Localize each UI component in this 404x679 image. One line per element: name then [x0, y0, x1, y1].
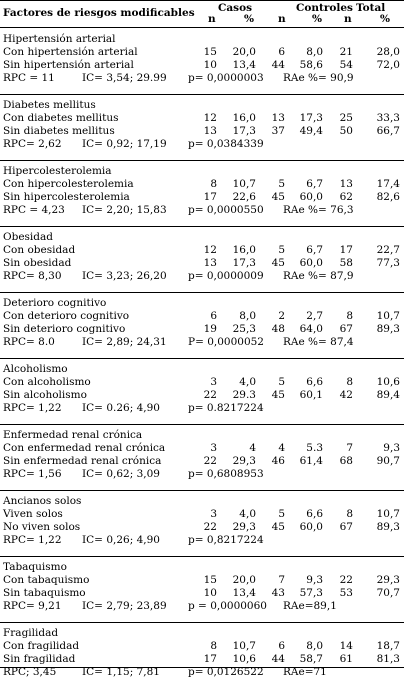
stat-rae: RAe %= 87,9 — [283, 270, 354, 282]
header-factor: Factores de riesgos modificables — [3, 7, 195, 19]
header-casos-pct: % — [244, 13, 254, 25]
cell-value: 45 — [271, 257, 285, 269]
cell-value: 43 — [271, 587, 285, 599]
cell-value: 67 — [339, 323, 353, 335]
cell-value: 17 — [203, 653, 217, 665]
cell-value: 8 — [346, 508, 353, 520]
section-divider — [0, 94, 404, 95]
row-label: Viven solos — [3, 508, 63, 520]
cell-value: 8 — [210, 178, 217, 190]
cell-value: 19 — [203, 323, 217, 335]
row-label: Sin alcoholismo — [3, 389, 87, 401]
cell-value: 8 — [346, 310, 353, 322]
row-label: Con tabaquismo — [3, 574, 90, 586]
row-label: Con hipercolesterolemia — [3, 178, 134, 190]
cell-value: 6 — [210, 310, 217, 322]
stat-p: p= 0.8217224 — [188, 402, 264, 414]
cell-value: 6 — [278, 46, 285, 58]
cell-value: 9,3 — [306, 574, 323, 586]
row-label: Con obesidad — [3, 244, 76, 256]
row-label: Con alcoholismo — [3, 376, 91, 388]
stat-rpc: RPC; 3,45 — [3, 666, 57, 678]
stat-p: p= 0,0384339 — [188, 138, 264, 150]
stat-rpc: RPC= 1,22 — [3, 402, 62, 414]
cell-value: 60,0 — [299, 191, 323, 203]
section-divider — [0, 226, 404, 227]
stat-ic: IC= 1,15; 7,81 — [82, 666, 160, 678]
row-label: Sin tabaquismo — [3, 587, 86, 599]
cell-value: 10,7 — [232, 640, 256, 652]
stat-p: p= 0,0000003 — [188, 72, 264, 84]
cell-value: 62 — [339, 191, 353, 203]
stat-p: p= 0,0000009 — [188, 270, 264, 282]
cell-value: 22 — [203, 455, 217, 467]
stat-ic: IC= 2,20; 15,83 — [82, 204, 167, 216]
stat-rpc: RPC = 4,23 — [3, 204, 65, 216]
cell-value: 3 — [210, 376, 217, 388]
cell-value: 60,0 — [299, 521, 323, 533]
cell-value: 12 — [203, 112, 217, 124]
cell-value: 58,7 — [299, 653, 323, 665]
cell-value: 22,6 — [232, 191, 256, 203]
cell-value: 6,6 — [306, 376, 323, 388]
cell-value: 29,3 — [232, 521, 256, 533]
cell-value: 33,3 — [376, 112, 400, 124]
section-title: Enfermedad renal crónica — [3, 429, 143, 441]
cell-value: 8 — [210, 640, 217, 652]
stat-rae: RAe=89,1 — [283, 600, 337, 612]
stat-p: p= 0,8217224 — [188, 534, 264, 546]
cell-value: 82,6 — [376, 191, 400, 203]
section-title: Alcoholismo — [3, 363, 68, 375]
cell-value: 5.3 — [306, 442, 323, 454]
section-divider — [0, 358, 404, 359]
section-title: Tabaquismo — [3, 561, 67, 573]
row-label: Sin enfermedad renal crónica — [3, 455, 162, 467]
row-label: Con deterioro cognitivo — [3, 310, 130, 322]
section-title: Fragilidad — [3, 627, 59, 639]
cell-value: 81,3 — [376, 653, 400, 665]
stat-p: P= 0,0000052 — [188, 336, 264, 348]
cell-value: 61,4 — [299, 455, 323, 467]
cell-value: 17 — [339, 244, 353, 256]
cell-value: 17,3 — [232, 257, 256, 269]
stat-rpc: RPC= 2,62 — [3, 138, 62, 150]
cell-value: 89,3 — [376, 521, 400, 533]
stat-ic: IC= 0,92; 17,19 — [82, 138, 167, 150]
header-controles: Controles — [296, 2, 353, 14]
cell-value: 18,7 — [376, 640, 400, 652]
cell-value: 8 — [346, 376, 353, 388]
stat-rpc: RPC= 9,21 — [3, 600, 62, 612]
cell-value: 5 — [278, 178, 285, 190]
section-divider — [0, 292, 404, 293]
cell-value: 6,7 — [306, 244, 323, 256]
cell-value: 77,3 — [376, 257, 400, 269]
cell-value: 6,6 — [306, 508, 323, 520]
cell-value: 44 — [271, 653, 285, 665]
section-title: Obesidad — [3, 231, 53, 243]
cell-value: 22,7 — [376, 244, 400, 256]
cell-value: 44 — [271, 59, 285, 71]
cell-value: 53 — [339, 587, 353, 599]
cell-value: 14 — [339, 640, 353, 652]
stat-rpc: RPC= 8.0 — [3, 336, 55, 348]
header-total-n: n — [344, 13, 352, 25]
cell-value: 10 — [203, 587, 217, 599]
cell-value: 17,4 — [376, 178, 400, 190]
cell-value: 15 — [203, 46, 217, 58]
section-title: Diabetes mellitus — [3, 99, 96, 111]
cell-value: 4 — [278, 442, 285, 454]
cell-value: 20,0 — [232, 574, 256, 586]
cell-value: 25 — [339, 112, 353, 124]
cell-value: 22 — [203, 389, 217, 401]
cell-value: 89,3 — [376, 323, 400, 335]
cell-value: 7 — [278, 574, 285, 586]
stat-rae: RAe %= 87,4 — [283, 336, 354, 348]
cell-value: 5 — [278, 376, 285, 388]
cell-value: 13,4 — [232, 587, 256, 599]
row-label: Sin hipercolesterolemia — [3, 191, 130, 203]
stat-rpc: RPC= 8,30 — [3, 270, 62, 282]
section-title: Hipertensión arterial — [3, 33, 116, 45]
cell-value: 45 — [271, 191, 285, 203]
section-divider — [0, 424, 404, 425]
cell-value: 3 — [210, 442, 217, 454]
stat-rpc: RPC= 1,56 — [3, 468, 62, 480]
row-label: No viven solos — [3, 521, 81, 533]
cell-value: 72,0 — [376, 59, 400, 71]
section-divider — [0, 490, 404, 491]
cell-value: 50 — [339, 125, 353, 137]
header-controles-n: n — [278, 13, 286, 25]
cell-value: 3 — [210, 508, 217, 520]
cell-value: 4 — [249, 442, 256, 454]
cell-value: 68 — [339, 455, 353, 467]
cell-value: 45 — [271, 521, 285, 533]
stat-rae: RAe=71 — [283, 666, 327, 678]
cell-value: 13 — [271, 112, 285, 124]
stat-ic: IC= 2,79; 23,89 — [82, 600, 167, 612]
cell-value: 49,4 — [299, 125, 323, 137]
cell-value: 17 — [203, 191, 217, 203]
stat-ic: IC= 3,23; 26,20 — [82, 270, 167, 282]
row-label: Sin obesidad — [3, 257, 72, 269]
cell-value: 58,6 — [299, 59, 323, 71]
cell-value: 4,0 — [239, 376, 256, 388]
table-bottom-rule — [0, 667, 404, 668]
cell-value: 10,6 — [232, 653, 256, 665]
cell-value: 13 — [203, 125, 217, 137]
section-title: Hipercolesterolemia — [3, 165, 112, 177]
cell-value: 9,3 — [383, 442, 400, 454]
cell-value: 37 — [271, 125, 285, 137]
stat-rpc: RPC= 1,22 — [3, 534, 62, 546]
cell-value: 28,0 — [376, 46, 400, 58]
cell-value: 10 — [203, 59, 217, 71]
cell-value: 5 — [278, 508, 285, 520]
cell-value: 4,0 — [239, 508, 256, 520]
row-label: Sin deterioro cognitivo — [3, 323, 126, 335]
cell-value: 54 — [339, 59, 353, 71]
cell-value: 25,3 — [232, 323, 256, 335]
row-label: Con diabetes mellitus — [3, 112, 119, 124]
cell-value: 2 — [278, 310, 285, 322]
cell-value: 10,6 — [376, 376, 400, 388]
header-controles-pct: % — [312, 13, 322, 25]
section-divider — [0, 160, 404, 161]
cell-value: 17,3 — [299, 112, 323, 124]
cell-value: 29.3 — [232, 389, 256, 401]
cell-value: 22 — [339, 574, 353, 586]
cell-value: 10,7 — [376, 310, 400, 322]
header-casos-n: n — [208, 13, 216, 25]
row-label: Con hipertensión arterial — [3, 46, 138, 58]
stat-ic: IC= 0,62; 3,09 — [82, 468, 160, 480]
cell-value: 70,7 — [376, 587, 400, 599]
cell-value: 2,7 — [306, 310, 323, 322]
section-divider — [0, 622, 404, 623]
cell-value: 15 — [203, 574, 217, 586]
stat-ic: IC= 3,54; 29.99 — [82, 72, 167, 84]
cell-value: 16,0 — [232, 112, 256, 124]
cell-value: 12 — [203, 244, 217, 256]
section-title: Deterioro cognitivo — [3, 297, 107, 309]
section-divider — [0, 556, 404, 557]
cell-value: 13 — [339, 178, 353, 190]
row-label: Sin fragilidad — [3, 653, 76, 665]
cell-value: 60,0 — [299, 257, 323, 269]
cell-value: 6 — [278, 640, 285, 652]
cell-value: 5 — [278, 244, 285, 256]
cell-value: 29,3 — [232, 455, 256, 467]
stat-p: p= 0,0000550 — [188, 204, 264, 216]
stat-p: p = 0,0000060 — [188, 600, 267, 612]
row-label: Sin hipertensión arterial — [3, 59, 134, 71]
cell-value: 48 — [271, 323, 285, 335]
stat-ic: IC= 0.26; 4,90 — [82, 402, 160, 414]
stat-p: p= 0,6808953 — [188, 468, 264, 480]
cell-value: 10,7 — [376, 508, 400, 520]
header-total: Total — [356, 2, 386, 14]
cell-value: 60,1 — [299, 389, 323, 401]
cell-value: 90,7 — [376, 455, 400, 467]
stat-rae: RAe %= 90,9 — [283, 72, 354, 84]
stat-rpc: RPC = 11 — [3, 72, 55, 84]
cell-value: 61 — [339, 653, 353, 665]
stat-p: p= 0,0126522 — [188, 666, 264, 678]
stat-ic: IC= 2,89; 24,31 — [82, 336, 167, 348]
cell-value: 8,0 — [306, 640, 323, 652]
cell-value: 21 — [339, 46, 353, 58]
cell-value: 58 — [339, 257, 353, 269]
row-label: Con fragilidad — [3, 640, 80, 652]
cell-value: 20,0 — [232, 46, 256, 58]
cell-value: 89,4 — [376, 389, 400, 401]
cell-value: 57,3 — [299, 587, 323, 599]
cell-value: 10,7 — [232, 178, 256, 190]
cell-value: 8,0 — [239, 310, 256, 322]
row-label: Con enfermedad renal crónica — [3, 442, 166, 454]
section-title: Ancianos solos — [3, 495, 82, 507]
cell-value: 13 — [203, 257, 217, 269]
header-casos: Casos — [218, 2, 252, 14]
cell-value: 6,7 — [306, 178, 323, 190]
cell-value: 29,3 — [376, 574, 400, 586]
row-label: Sin diabetes mellitus — [3, 125, 115, 137]
header-total-pct: % — [380, 13, 390, 25]
cell-value: 22 — [203, 521, 217, 533]
stat-ic: IC= 0,26; 4,90 — [82, 534, 160, 546]
cell-value: 67 — [339, 521, 353, 533]
cell-value: 17,3 — [232, 125, 256, 137]
cell-value: 13,4 — [232, 59, 256, 71]
cell-value: 64,0 — [299, 323, 323, 335]
table-header — [0, 0, 404, 28]
cell-value: 7 — [346, 442, 353, 454]
cell-value: 46 — [271, 455, 285, 467]
cell-value: 8,0 — [306, 46, 323, 58]
stat-rae: RAe %= 76,3 — [283, 204, 354, 216]
cell-value: 45 — [271, 389, 285, 401]
cell-value: 16,0 — [232, 244, 256, 256]
cell-value: 66,7 — [376, 125, 400, 137]
cell-value: 42 — [339, 389, 353, 401]
